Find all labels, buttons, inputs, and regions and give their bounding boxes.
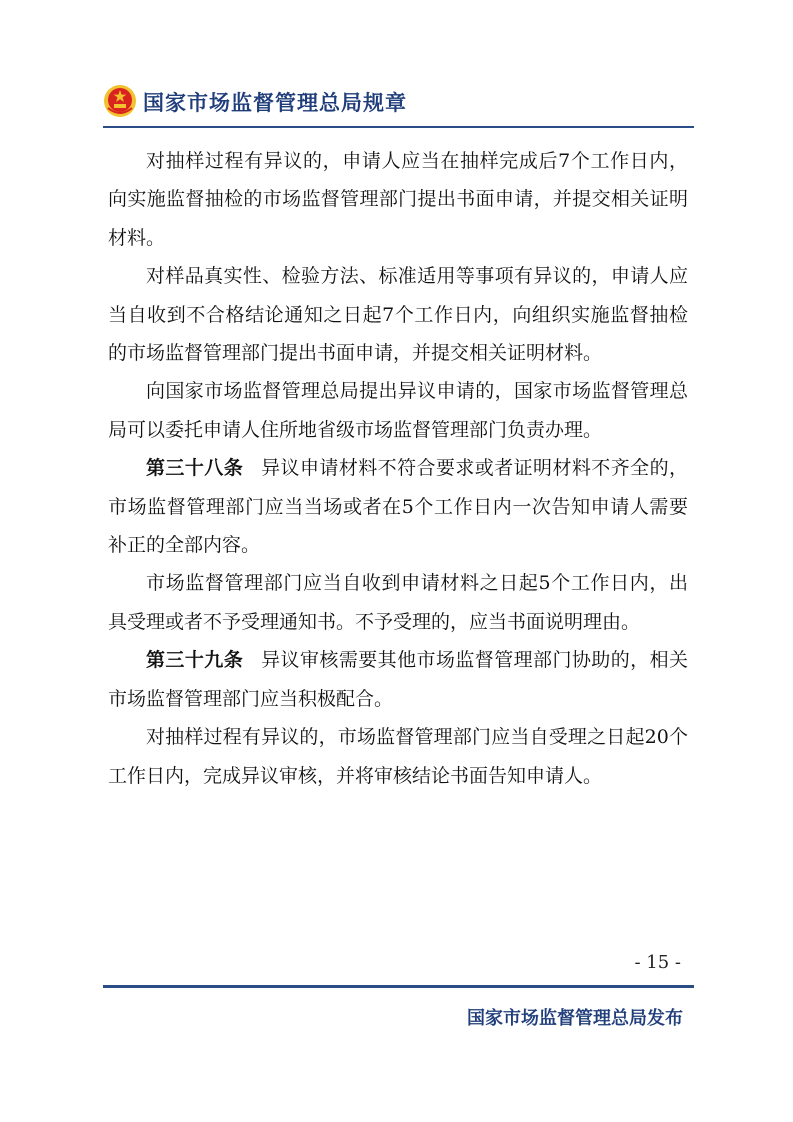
article-label: 第三十八条 — [146, 457, 244, 480]
article-39 — [108, 641, 688, 718]
paragraph — [108, 257, 688, 372]
page-number: - 15 - — [634, 952, 681, 973]
document-header — [103, 84, 693, 120]
paragraph-text: 对抽样过程有异议的，市场监督管理部门应当自受理之日起20个工作日内，完成异议审核，并将审核结论书面告知申请人。 — [108, 726, 688, 787]
paragraph — [108, 142, 688, 257]
footer-publisher: 国家市场监督管理总局发布 — [467, 1008, 683, 1029]
article-label: 第三十九条 — [146, 649, 244, 672]
paragraph — [108, 718, 688, 795]
paragraph-text: 异议申请材料不符合要求或者证明材料不齐全的，市场监督管理部门应当当场或者在5个工作日内一次告知申请人需要补正的全部内容。 — [108, 457, 688, 557]
paragraph-text: 对样品真实性、检验方法、标准适用等事项有异议的，申请人应当自收到不合格结论通知之日起7个工作日内，向组织实施监督抽检的市场监督管理部门提出书面申请，并提交相关证明材料。 — [108, 265, 688, 365]
document-body — [108, 142, 688, 795]
header-divider — [103, 126, 694, 128]
paragraph — [108, 372, 688, 449]
national-emblem-icon — [103, 84, 137, 118]
article-38 — [108, 449, 688, 564]
paragraph-text: 市场监督管理部门应当自收到申请材料之日起5个工作日内，出具受理或者不予受理通知书。不予受理的，应当书面说明理由。 — [108, 572, 688, 633]
paragraph-text: 异议审核需要其他市场监督管理部门协助的，相关市场监督管理部门应当积极配合。 — [108, 649, 688, 710]
header-title: 国家市场监督管理总局规章 — [143, 91, 407, 115]
paragraph-text: 对抽样过程有异议的，申请人应当在抽样完成后7个工作日内，向实施监督抽检的市场监督管理部门提出书面申请，并提交相关证明材料。 — [108, 150, 688, 249]
paragraph — [108, 564, 688, 641]
footer-divider — [103, 985, 694, 988]
paragraph-text: 向国家市场监督管理总局提出异议申请的，国家市场监督管理总局可以委托申请人住所地省级市场监督管理部门负责办理。 — [108, 380, 688, 441]
